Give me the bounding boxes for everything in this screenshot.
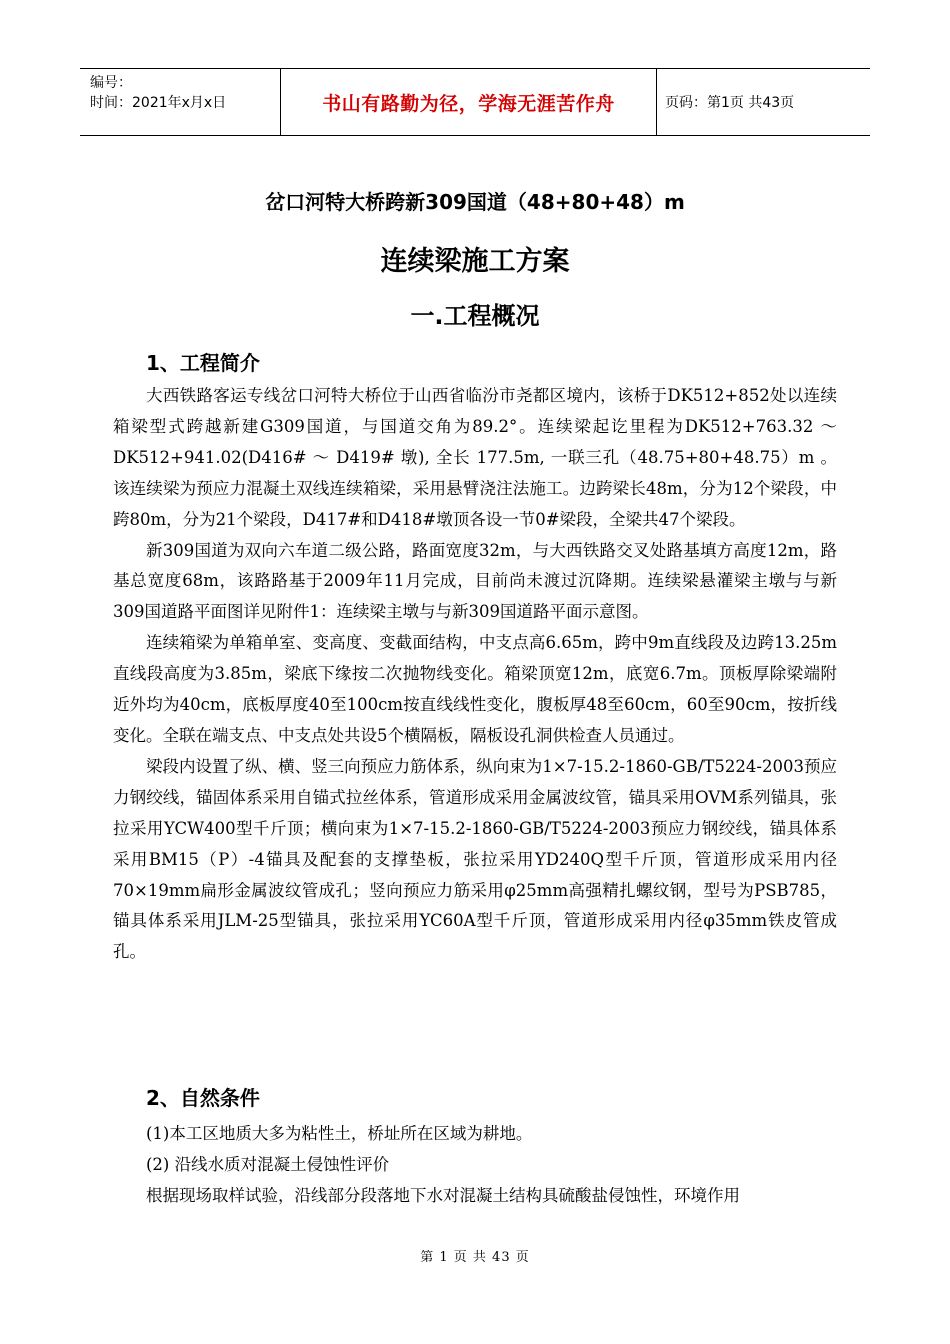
header-page-info: 页码：第1页 共43页	[665, 95, 795, 111]
paragraph: 梁段内设置了纵、横、竖三向预应力筋体系，纵向束为1×7-15.2-1860-GB/T5224-2003预应力钢绞线，锚固体系采用自锚式拉丝体系，管道形成采用金属波纹管，锚具采用OVM系列锚具，张拉采用YCW400型千斤顶；横向束为1×7-15.2-1860-GB/T5224-2003预应力钢绞线，锚具体系采用BM15（P）-4锚具及配套的支撑垫板，张拉采用YD240Q型千斤顶，管道形成采用内径70×19mm扁形金属波纹管成孔；竖向预应力筋采用φ25mm高强精扎螺纹钢，型号为PSB785，锚具体系采用JLM-25型锚具，张拉采用YC60A型千斤顶，管道形成采用内径φ35mm铁皮管成孔。	[113, 756, 837, 962]
chapter-heading: 一.工程概况	[410, 302, 540, 330]
header-meta-cell	[80, 69, 281, 135]
document-title: 岔口河特大桥跨新309国道（48+80+48）m	[265, 190, 685, 214]
natural-condition-item-3: 根据现场取样试验，沿线部分段落地下水对混凝土结构具硫酸盐侵蚀性，环境作用	[146, 1186, 740, 1205]
paragraph: 新309国道为双向六车道二级公路，路面宽度32m，与大西铁路交叉处路基填方高度12m，路基总宽度68m，该路路基于2009年11月完成，目前尚未渡过沉降期。连续梁悬灌梁主墩与与新309国道路平面图详见附件1：连续梁主墩与与新309国道路平面示意图。	[113, 540, 837, 622]
natural-condition-item-1: (1)本工区地质大多为粘性土，桥址所在区域为耕地。	[146, 1124, 533, 1143]
paragraph: 大西铁路客运专线岔口河特大桥位于山西省临汾市尧都区境内，该桥于DK512+852处以连续箱梁型式跨越新建G309国道，与国道交角为89.2°。连续梁起讫里程为DK512+763.32 ～ DK512+941.02(D416# ～ D419# 墩), 全长 177.5m, 一联三孔（48.75+80+48.75）m 。该连续梁为预应力混凝土双线连续箱梁，采用悬臂浇注法施工。边跨梁长48m，分为12个梁段，中跨80m，分为21个梁段，D417#和D418#墩顶各设一节0#梁段，全梁共47个梁段。	[113, 386, 837, 529]
section-heading-1: 1、工程简介	[146, 351, 260, 375]
page-footer: 第 1 页 共 43 页	[420, 1250, 530, 1265]
natural-condition-item-2: (2) 沿线水质对混凝土侵蚀性评价	[146, 1155, 390, 1174]
paragraph: 连续箱梁为单箱单室、变高度、变截面结构，中支点高6.65m，跨中9m直线段及边跨13.25m直线段高度为3.85m，梁底下缘按二次抛物线变化。箱梁顶宽12m，底宽6.7m。顶板厚除梁端附近外均为40cm，底板厚度40至100cm按直线线性变化，腹板厚48至60cm，60至90cm，按折线变化。全联在端支点、中支点处共设5个横隔板，隔板设孔洞供检查人员通过。	[113, 633, 837, 745]
section-heading-2: 2、自然条件	[146, 1086, 260, 1110]
header-motto: 书山有路勤为径，学海无涯苦作舟	[281, 69, 657, 135]
document-number-label: 编号：	[90, 75, 132, 91]
page-header	[80, 68, 870, 136]
document-date-label: 时间：2021年x月x日	[90, 95, 227, 111]
document-subtitle: 连续梁施工方案	[380, 246, 570, 277]
section-1-body	[113, 381, 837, 968]
